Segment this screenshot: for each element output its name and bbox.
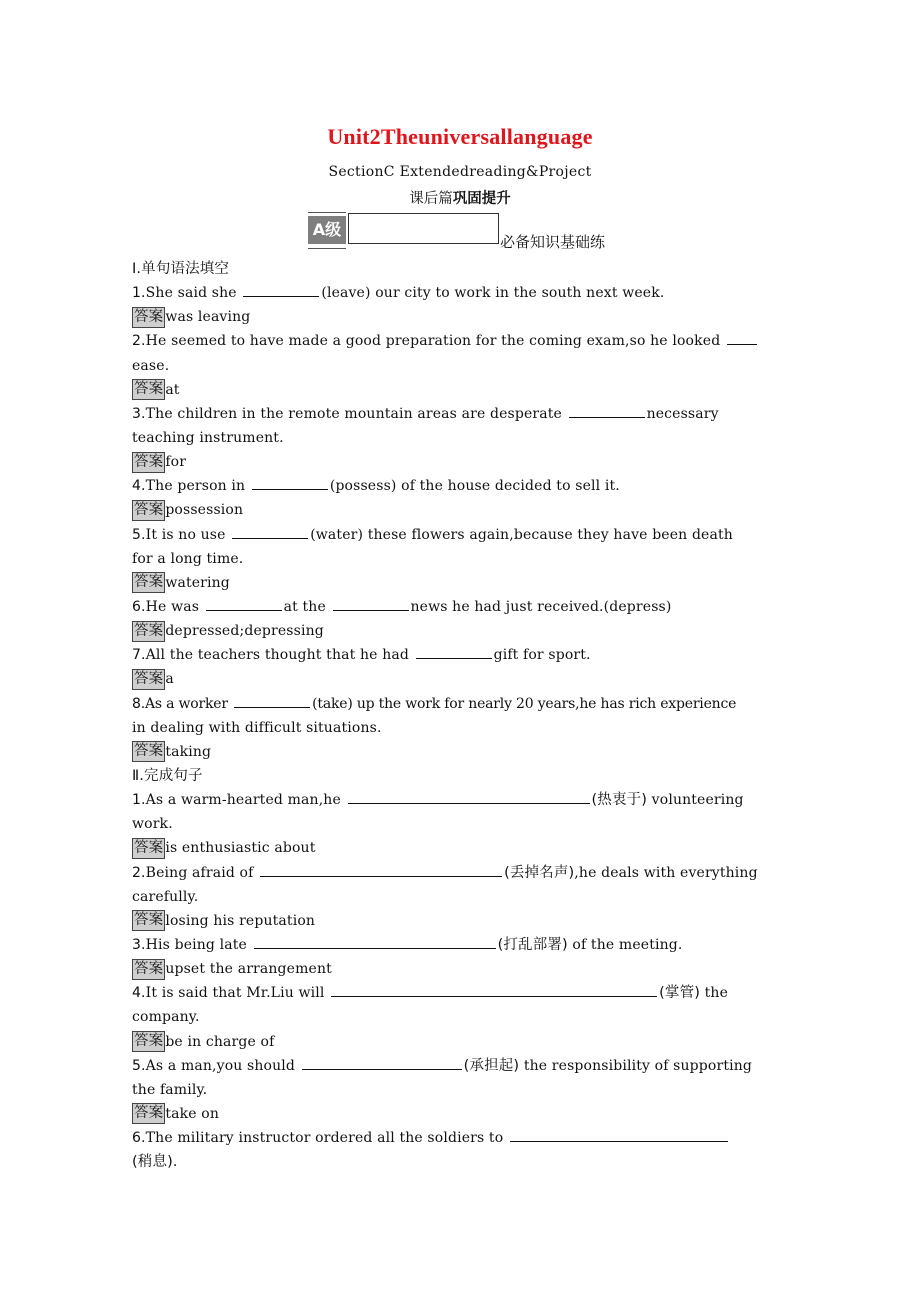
section-title: SectionC Extendedreading&Project [328, 164, 592, 180]
answer-line [132, 836, 812, 860]
answer-tag: 答案 [132, 379, 165, 400]
question-line: 6.He was at the news he had just received.(depress) [132, 595, 812, 619]
answer-text: was leaving [165, 309, 251, 326]
answer-blank[interactable] [333, 596, 409, 611]
question-line-cont: work. [132, 816, 173, 833]
answer-text: upset the arrangement [165, 961, 332, 978]
question-line-cont: carefully. [132, 888, 199, 905]
question-line-cont: in dealing with difficult situations. [132, 719, 382, 736]
answer-text: be in charge of [165, 1033, 275, 1050]
question-line: 1.As a warm-hearted man,he (热衷于) volunteering [132, 788, 812, 812]
answer-tag: 答案 [132, 741, 165, 762]
answer-line [132, 498, 812, 522]
question-line: 4.It is said that Mr.Liu will (掌管) the [132, 981, 812, 1005]
answer-blank[interactable] [331, 982, 657, 997]
answer-blank[interactable] [416, 644, 492, 659]
answer-blank[interactable] [206, 596, 282, 611]
answer-line [132, 571, 812, 595]
answer-tag: 答案 [132, 910, 165, 931]
level-box [348, 213, 499, 244]
question-line: 4.The person in (possess) of the house decided to sell it. [132, 474, 812, 498]
badge-rule-bottom [308, 248, 346, 249]
answer-blank[interactable] [348, 789, 590, 804]
answer-text: watering [165, 574, 230, 591]
answer-tag: 答案 [132, 669, 165, 690]
subtitle-bold: 巩固提升 [452, 191, 511, 207]
question-line: 7.All the teachers thought that he had gift for sport. [132, 643, 812, 667]
answer-line [132, 450, 812, 474]
answer-tag: 答案 [132, 959, 165, 980]
answer-line [132, 1030, 812, 1054]
answer-tag: 答案 [132, 838, 165, 859]
answer-blank[interactable] [252, 475, 328, 490]
answer-tag: 答案 [132, 572, 165, 593]
section-heading-1: Ⅰ.单句语法填空 [132, 261, 230, 277]
answer-blank[interactable] [234, 693, 310, 708]
badge-rule-top [308, 212, 346, 213]
answer-blank[interactable] [260, 862, 502, 877]
answer-tag: 答案 [132, 307, 165, 328]
exercise-content [132, 257, 812, 1174]
answer-tag: 答案 [132, 1103, 165, 1124]
answer-line [132, 619, 812, 643]
answer-line [132, 305, 812, 329]
answer-text: for [165, 454, 187, 471]
answer-text: at [165, 381, 180, 398]
question-line-cont: teaching instrument. [132, 429, 284, 446]
answer-line [132, 378, 812, 402]
answer-text: possession [165, 502, 244, 519]
question-line: 5.As a man,you should (承担起) the responsibility of supporting [132, 1054, 812, 1078]
answer-line [132, 957, 812, 981]
answer-line [132, 909, 812, 933]
question-line-cont: the family. [132, 1081, 208, 1098]
answer-tag: 答案 [132, 452, 165, 473]
question-line-cont: ease. [132, 357, 170, 374]
question-line-cont: (稍息). [132, 1154, 178, 1171]
question-line: 3.The children in the remote mountain areas are desperate necessary [132, 402, 812, 426]
answer-text: losing his reputation [165, 912, 316, 929]
question-line: 6.The military instructor ordered all the soldiers to [132, 1126, 812, 1150]
level-label: 必备知识基础练 [500, 233, 606, 251]
question-line: 5.It is no use (water) these flowers again,because they have been death [132, 523, 812, 547]
answer-line [132, 740, 812, 764]
question-line: 2.Being afraid of (丢掉名声),he deals with everything [132, 861, 812, 885]
level-badge: A级 [308, 216, 346, 244]
subtitle-plain: 课后篇 [409, 191, 453, 207]
answer-tag: 答案 [132, 500, 165, 521]
question-line-cont: company. [132, 1009, 200, 1026]
answer-text: taking [165, 743, 212, 760]
answer-blank[interactable] [569, 403, 645, 418]
answer-tag: 答案 [132, 621, 165, 642]
answer-blank[interactable] [510, 1127, 728, 1142]
page-title: Unit2Theuniversallanguage [327, 124, 593, 149]
answer-text: is enthusiastic about [165, 840, 316, 857]
answer-blank[interactable] [232, 524, 308, 539]
question-line: 8.As a worker (take) up the work for nearly 20 years,he has rich experience [132, 692, 812, 716]
answer-blank[interactable] [243, 282, 319, 297]
question-line: 3.His being late (打乱部署) of the meeting. [132, 933, 812, 957]
answer-tag: 答案 [132, 1031, 165, 1052]
answer-text: take on [165, 1105, 219, 1122]
answer-text: a [165, 671, 174, 688]
answer-text: depressed;depressing [165, 623, 324, 640]
lesson-subtitle [0, 187, 920, 208]
question-line-cont: for a long time. [132, 550, 244, 567]
question-line: 2.He seemed to have made a good preparation for the coming exam,so he looked [132, 329, 812, 353]
answer-blank[interactable] [727, 330, 757, 345]
question-line: 1.She said she (leave) our city to work in the south next week. [132, 281, 812, 305]
answer-blank[interactable] [254, 934, 496, 949]
answer-line [132, 667, 812, 691]
answer-line [132, 1102, 812, 1126]
section-heading-2: Ⅱ.完成句子 [132, 767, 203, 784]
answer-blank[interactable] [302, 1055, 462, 1070]
